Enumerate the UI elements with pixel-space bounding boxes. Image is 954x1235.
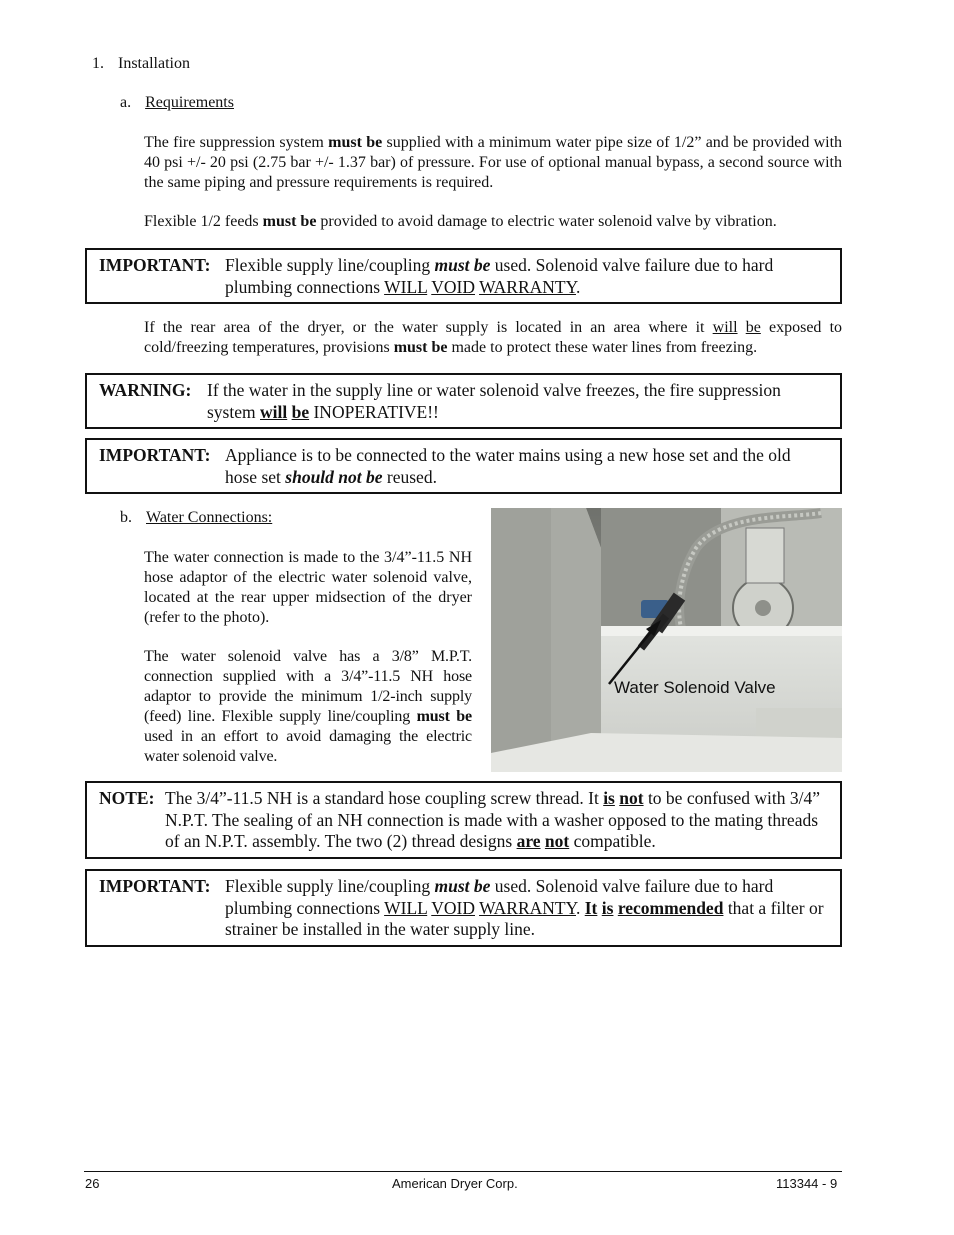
underline-emphasis: is bbox=[601, 897, 614, 918]
text: The water solenoid valve has a 3/8” M.P.T. connection supplied with a 3/4”-11.5 NH hose adaptor to provide the minimum 1/2-inch supply (feed) line. Flexible supply line/coupling bbox=[144, 648, 472, 725]
underline-text: WILL bbox=[384, 276, 428, 297]
important-label: IMPORTANT: bbox=[99, 876, 211, 896]
text: compatible. bbox=[569, 831, 656, 851]
important-text bbox=[225, 255, 825, 298]
important-box-2 bbox=[85, 438, 842, 494]
note-label: NOTE: bbox=[99, 788, 155, 808]
footer-rule bbox=[84, 1171, 842, 1172]
underline-text: will bbox=[712, 319, 738, 336]
subsection-title: Requirements bbox=[145, 94, 234, 111]
text: Appliance is to be connected to the water mains using a new hose set and the old hose set bbox=[225, 445, 791, 487]
important-text bbox=[225, 876, 829, 941]
text: reused. bbox=[382, 466, 437, 487]
emphasis: should not be bbox=[285, 466, 383, 487]
footer-doc-number: 113344 - 9 bbox=[776, 1176, 838, 1191]
water-connections-heading bbox=[120, 508, 272, 528]
text: Flexible supply line/coupling bbox=[225, 255, 435, 275]
emphasis: must be bbox=[328, 134, 383, 151]
underline-text: WARRANTY bbox=[479, 276, 576, 297]
text: exposed to cold/freezing temperatures, provisions bbox=[144, 319, 843, 356]
text: made to protect these water lines from freezing. bbox=[447, 339, 758, 356]
text: used in an effort to avoid damaging the electric water solenoid valve. bbox=[144, 728, 472, 765]
requirements-paragraph-2 bbox=[144, 212, 842, 232]
text: If the rear area of the dryer, or the water supply is located in an area where it bbox=[144, 319, 713, 336]
emphasis: must be bbox=[416, 708, 472, 725]
warning-text bbox=[207, 380, 833, 423]
important-text bbox=[225, 445, 825, 488]
note-box bbox=[85, 781, 842, 859]
section-number: 1. bbox=[92, 55, 104, 72]
requirements-paragraph-1 bbox=[144, 133, 842, 193]
warning-label: WARNING: bbox=[99, 380, 192, 400]
text: supplied with a minimum water pipe size of 1/2” and be provided with 40 psi +/- 20 psi (2.75 bar +/- 1.37 bar) of pressure. For use of optional manual bypass, a second source with the same piping and pressure requirements is required. bbox=[144, 134, 843, 191]
important-label: IMPORTANT: bbox=[99, 255, 211, 275]
underline-emphasis: It bbox=[584, 897, 598, 918]
text: Flexible 1/2 feeds bbox=[144, 213, 263, 230]
important-box-3 bbox=[85, 869, 842, 947]
water-solenoid-photo bbox=[491, 508, 842, 772]
underline-text: WILL bbox=[384, 897, 428, 918]
underline-emphasis: be bbox=[291, 401, 310, 422]
underline-text: WARRANTY bbox=[479, 897, 576, 918]
emphasis: must be bbox=[434, 255, 491, 275]
footer-company: American Dryer Corp. bbox=[392, 1176, 518, 1191]
emphasis: must be bbox=[434, 876, 491, 896]
freezing-paragraph bbox=[144, 318, 842, 358]
text: provided to avoid damage to electric water solenoid valve by vibration. bbox=[316, 213, 777, 230]
text: to be confused with 3/4” N.P.T. The sealing of an NH connection is made with a washer opposed to the mating threads of an N.P.T. assembly. The two (2) thread designs bbox=[165, 788, 820, 851]
note-text bbox=[165, 788, 825, 853]
emphasis: must be bbox=[262, 213, 317, 230]
text: . bbox=[575, 276, 581, 297]
underline-emphasis: will bbox=[260, 401, 288, 422]
underline-emphasis: not bbox=[544, 831, 570, 851]
subsection-letter: a. bbox=[120, 94, 132, 111]
text: . bbox=[575, 897, 585, 918]
underline-emphasis: are bbox=[516, 831, 541, 851]
text: INOPERATIVE!! bbox=[309, 401, 439, 422]
warning-box bbox=[85, 373, 842, 429]
water-connections-paragraph-2 bbox=[144, 647, 472, 767]
text: used. Solenoid valve failure due to hard plumbing connections bbox=[225, 876, 774, 918]
subsection-title: Water Connections: bbox=[146, 509, 273, 526]
page-number: 26 bbox=[85, 1176, 100, 1191]
text: The water connection is made to the 3/4”-11.5 NH hose adaptor of the electric water solenoid valve, located at the rear upper midsection of the dryer (refer to the photo). bbox=[144, 549, 472, 626]
important-box-1 bbox=[85, 248, 842, 304]
water-connections-paragraph-1 bbox=[144, 548, 472, 628]
text: The 3/4”-11.5 NH is a standard hose coupling screw thread. It bbox=[165, 788, 604, 808]
important-label: IMPORTANT: bbox=[99, 445, 211, 465]
section-heading bbox=[92, 54, 190, 74]
requirements-heading bbox=[120, 93, 234, 113]
text: Flexible supply line/coupling bbox=[225, 876, 435, 896]
subsection-letter: b. bbox=[120, 509, 132, 526]
photo-illustration bbox=[491, 508, 842, 772]
underline-text: VOID bbox=[431, 897, 475, 918]
underline-emphasis: is bbox=[603, 788, 615, 808]
section-title: Installation bbox=[118, 55, 190, 72]
text: that a filter or strainer be installed in the water supply line. bbox=[225, 897, 824, 939]
underline-text: VOID bbox=[431, 276, 475, 297]
underline-text: be bbox=[745, 319, 761, 336]
photo-caption: Water Solenoid Valve bbox=[614, 678, 776, 697]
emphasis: must be bbox=[393, 339, 448, 356]
underline-emphasis: not bbox=[619, 788, 644, 808]
text: The fire suppression system bbox=[144, 134, 329, 151]
text: used. Solenoid valve failure due to hard plumbing connections bbox=[225, 255, 774, 297]
text: If the water in the supply line or water solenoid valve freezes, the fire suppression system bbox=[207, 380, 781, 422]
underline-emphasis: recommended bbox=[617, 897, 724, 918]
